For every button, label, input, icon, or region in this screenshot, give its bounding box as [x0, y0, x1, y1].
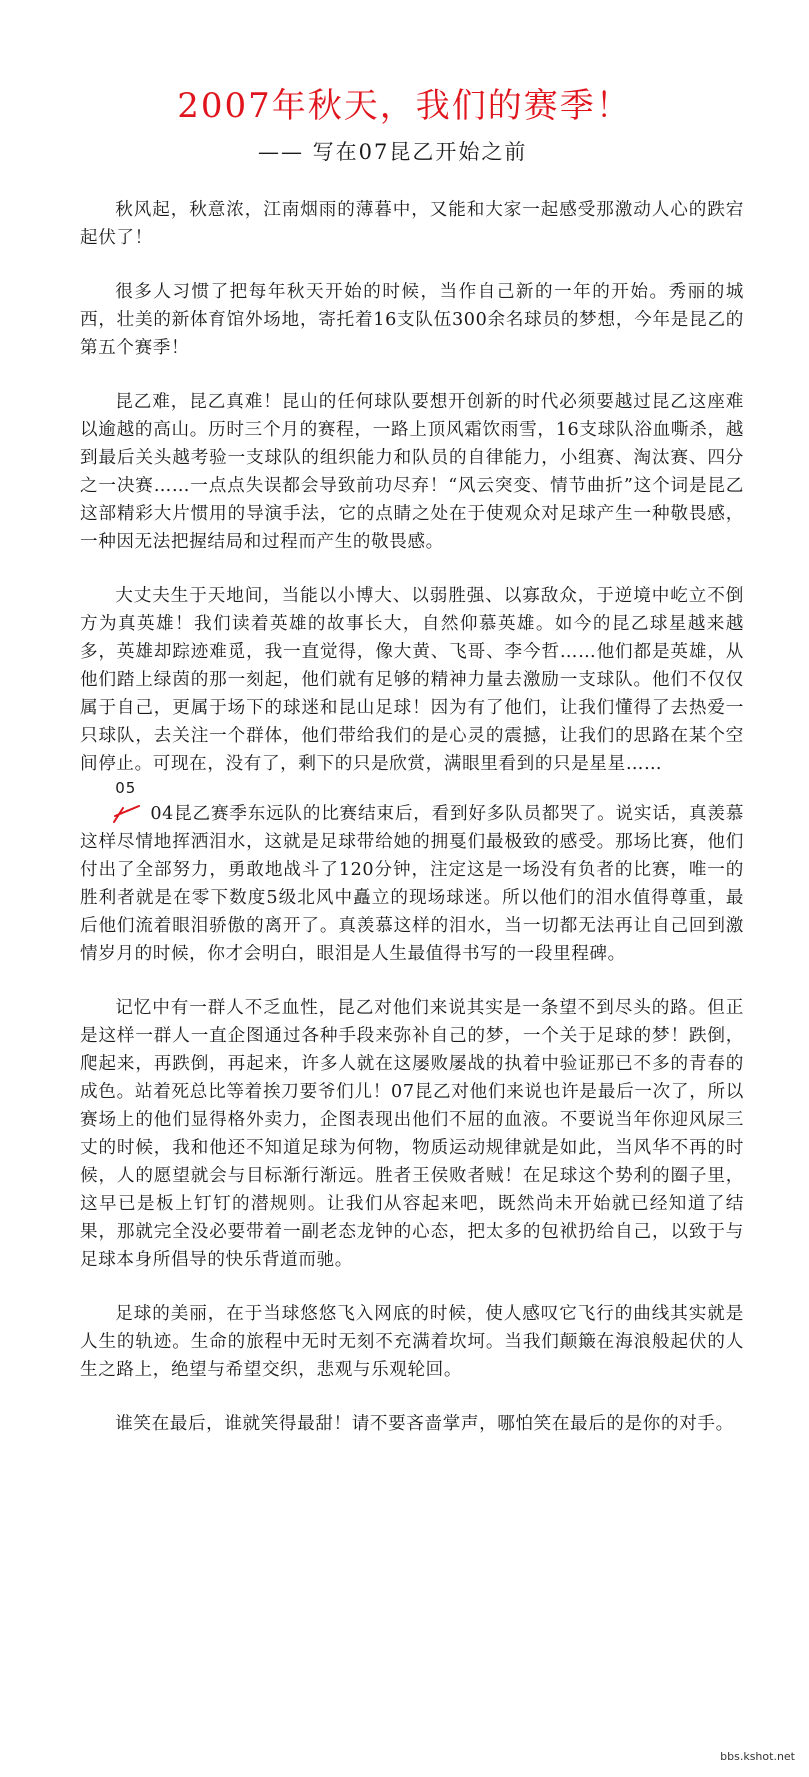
site-watermark: bbs.kshot.net: [720, 1750, 795, 1763]
struck-year: [115, 779, 174, 828]
paragraph-5: [80, 779, 744, 968]
page-title: 2007年秋天，我们的赛季！: [177, 86, 632, 126]
paragraph-5-text: 昆乙赛季东远队的比赛结束后，看到好多队员都哭了。说实话，真羡慕这样尽情地挥洒泪水，这就是足球带给她的拥戛们最极致的感受。那场比赛，他们付出了全部努力，勇敢地战斗了120分钟，注定这是一场没有负者的比赛，唯一的胜利者就是在零下数度5级北风中矗立的现场球迷。所以他们的泪水值得尊重，最后他们流着眼泪骄傲的离开了。真羡慕这样的泪水，当一切都无法再让自己回到激情岁月的时候，你才会明白，眼泪是人生最值得书写的一段里程碑。: [80, 804, 744, 964]
article-body: [80, 196, 744, 1464]
paragraph-1: 秋风起，秋意浓，江南烟雨的薄暮中，又能和大家一起感受那激动人心的跌宕起伏了！: [80, 200, 744, 248]
strike-mark: [113, 802, 141, 826]
paragraph-3: 昆乙难，昆乙真难！昆山的任何球队要想开创新的时代必须要越过昆乙这座难以逾越的高山。历时三个月的赛程，一路上顶风霜饮雨雪，16支球队浴血嘶杀，越到最后关头越考验一支球队的组织能力和队员的自律能力，小组赛、淘汰赛、四分之一决赛……一点点失误都会导致前功尽弃！“风云突变、情节曲折”这个词是昆乙这部精彩大片惯用的导演手法，它的点睛之处在于使观众对足球产生一种敬畏感，一种因无法把握结局和过程而产生的敬畏感。: [80, 392, 744, 552]
handwritten-correction: 05: [115, 779, 137, 797]
struck-year-text: 04: [150, 804, 174, 824]
paragraph-7: 足球的美丽，在于当球悠悠飞入网底的时候，使人感叹它飞行的曲线其实就是人生的轨迹。生命的旅程中无时无刻不充满着坎坷。当我们颠簸在海浪般起伏的人生之路上，绝望与希望交织，悲观与乐观轮回。: [80, 1304, 744, 1380]
page-subtitle: —— 写在07昆乙开始之前: [258, 140, 528, 164]
paragraph-6: 记忆中有一群人不乏血性，昆乙对他们来说其实是一条望不到尽头的路。但正是这样一群人一直企图通过各种手段来弥补自己的梦，一个关于足球的梦！跌倒，爬起来，再跌倒，再起来，许多人就在这屡败屡战的执着中验证那已不多的青春的成色。站着死总比等着挨刀要爷们儿！07昆乙对他们来说也许是最后一次了，所以赛场上的他们显得格外卖力，企图表现出他们不屈的血液。不要说当年你迎风尿三丈的时候，我和他还不知道足球为何物，物质运动规律就是如此，当风华不再的时候，人的愿望就会与目标渐行渐远。胜者王侯败者贼！在足球这个势利的圈子里，这早已是板上钉钉的潜规则。让我们从容起来吧，既然尚未开始就已经知道了结果，那就完全没必要带着一副老态龙钟的心态，把太多的包袱扔给自己，以致于与足球本身所倡导的快乐背道而驰。: [80, 998, 744, 1270]
paragraph-8: 谁笑在最后，谁就笑得最甜！请不要吝啬掌声，哪怕笑在最后的是你的对手。: [115, 1414, 734, 1434]
paragraph-4: 大丈夫生于天地间，当能以小博大、以弱胜强、以寡敌众，于逆境中屹立不倒方为真英雄！我们读着英雄的故事长大，自然仰慕英雄。如今的昆乙球星越来越多，英雄却踪迹难觅，我一直觉得，像大黄、飞哥、李今哲……他们都是英雄，从他们踏上绿茵的那一刻起，他们就有足够的精神力量去激励一支球队。他们不仅仅属于自己，更属于场下的球迷和昆山足球！因为有了他们，让我们懂得了去热爱一只球队，去关注一个群体，他们带给我们的是心灵的震撼，让我们的思路在某个空间停止。可现在，没有了，剩下的只是欣赏，满眼里看到的只是星星……: [80, 586, 744, 774]
paragraph-2: 很多人习惯了把每年秋天开始的时候，当作自己新的一年的开始。秀丽的城西，壮美的新体育馆外场地，寄托着16支队伍300余名球员的梦想，今年是昆乙的第五个赛季！: [80, 282, 744, 358]
